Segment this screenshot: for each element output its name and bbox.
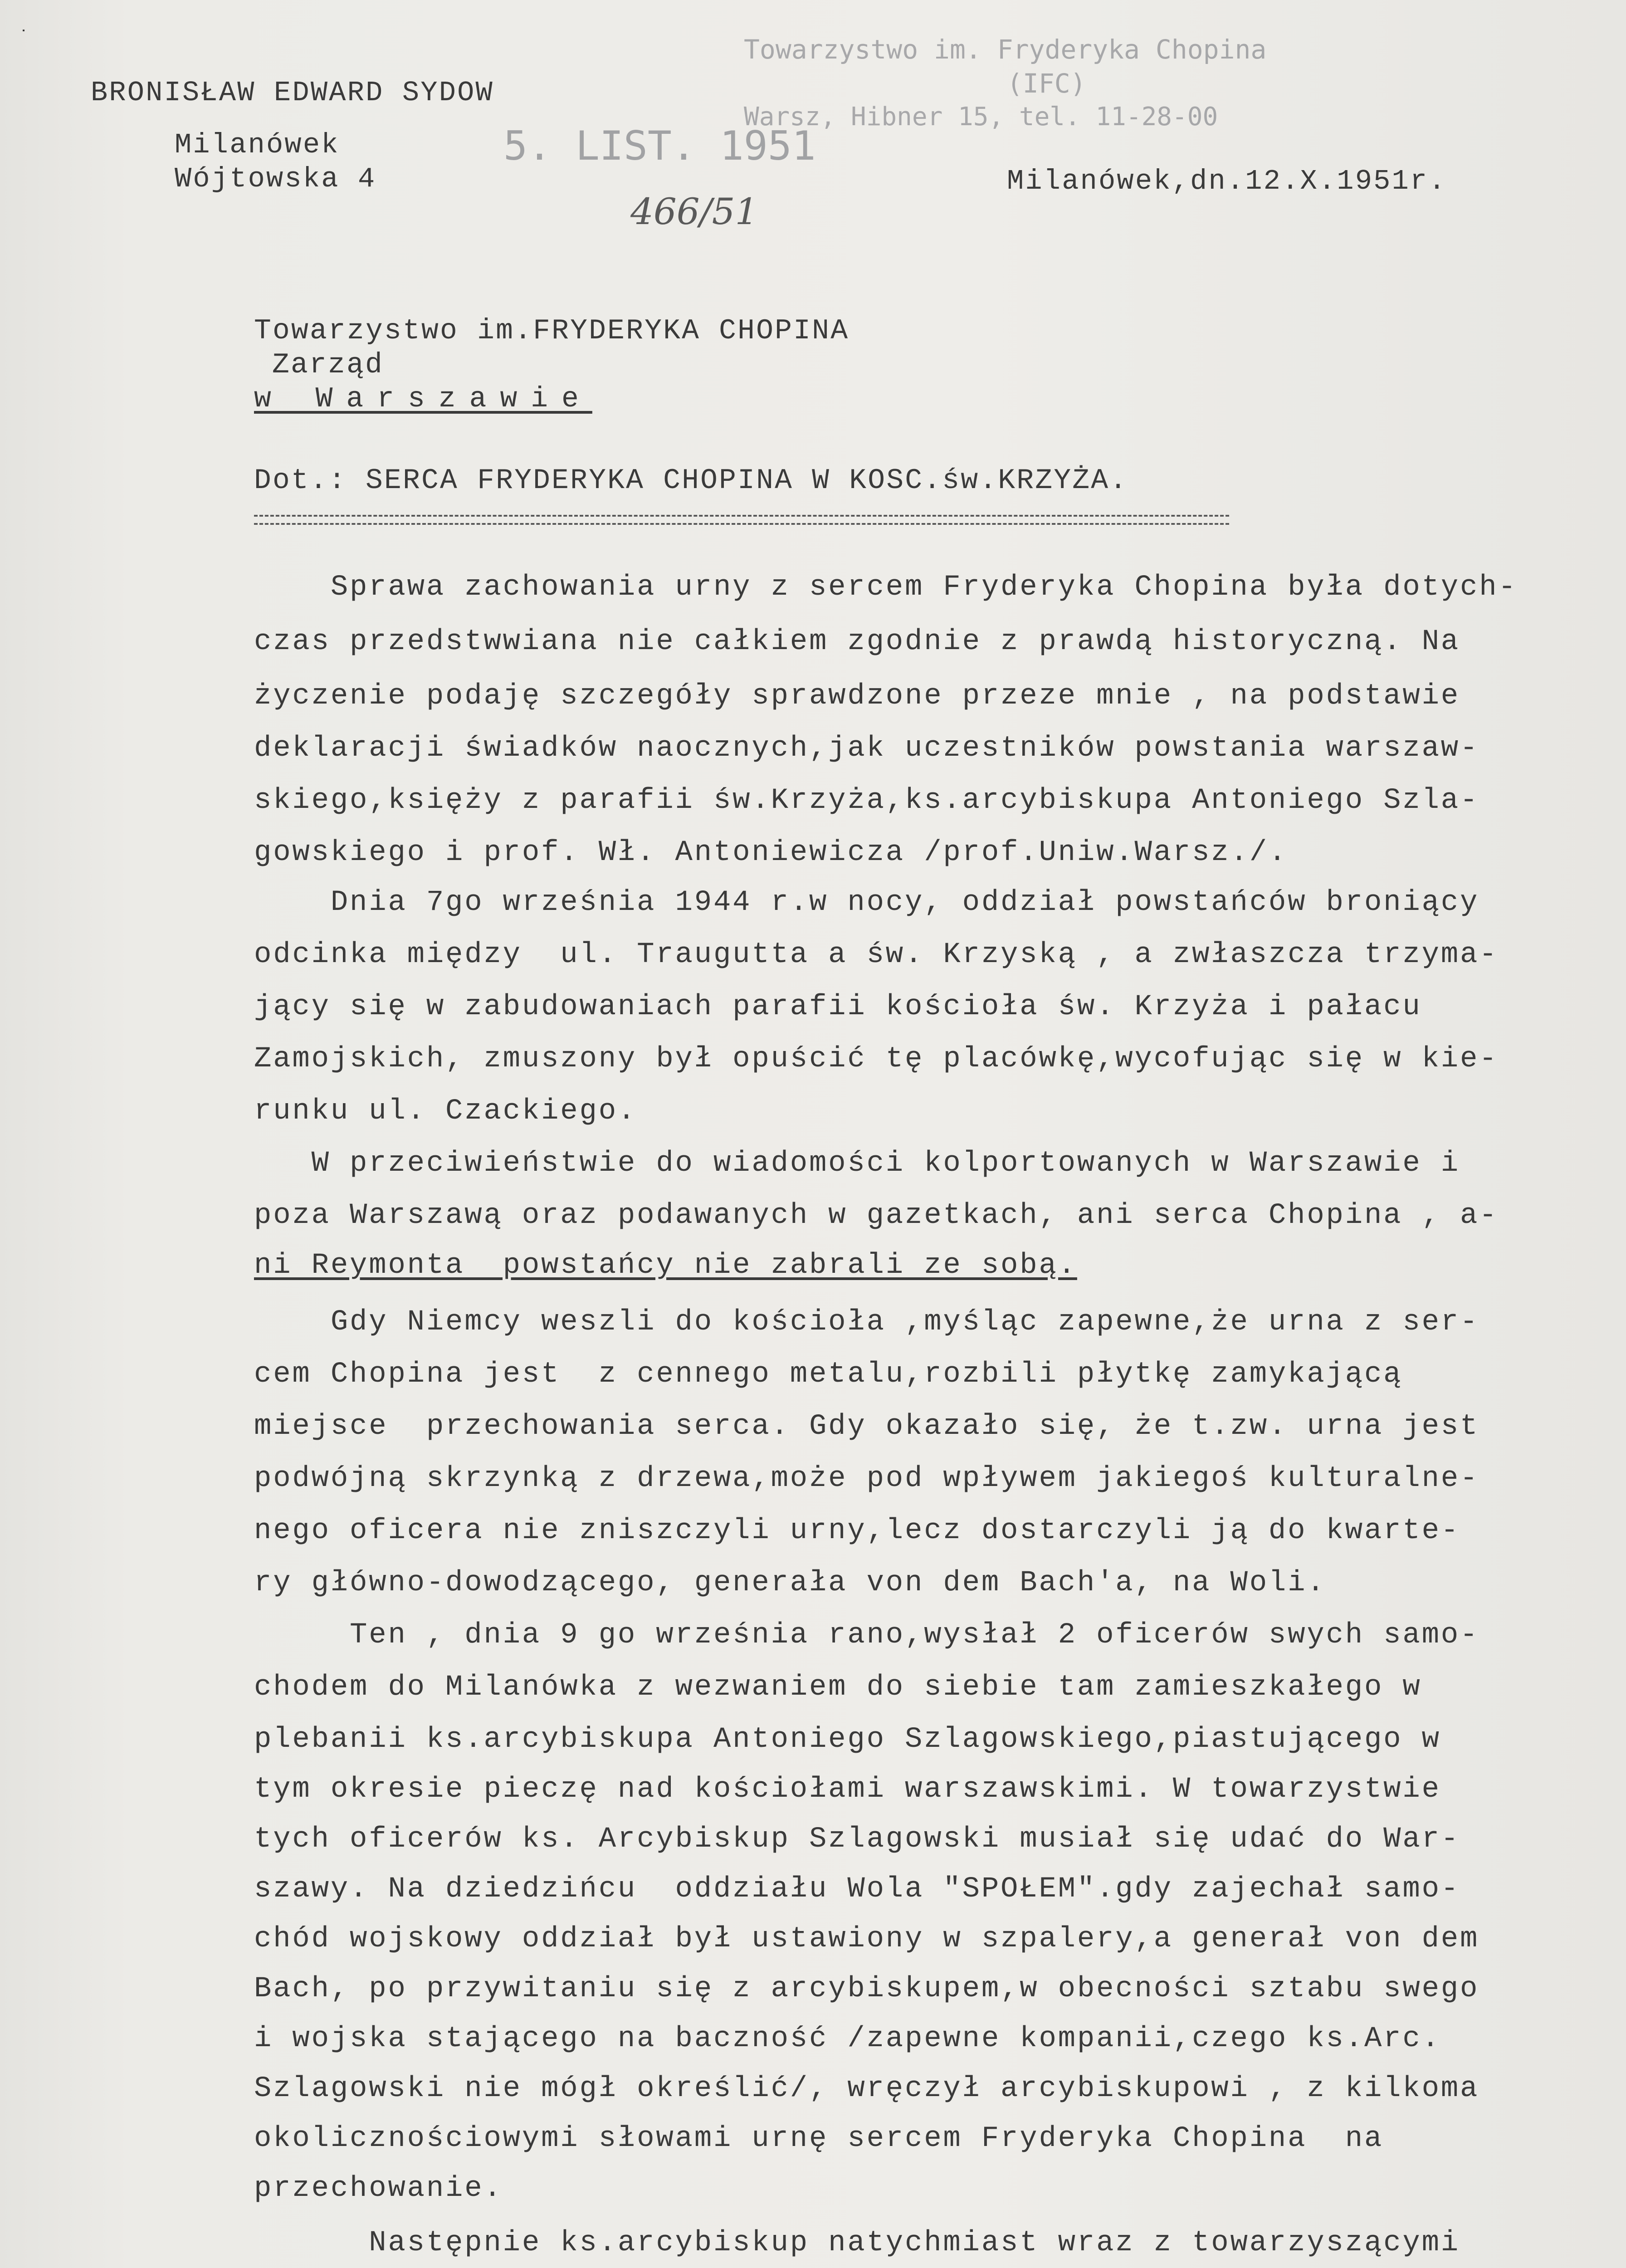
body-line: W przeciwieństwie do wiadomości kolportowanych w Warszawie i [254,1147,1460,1180]
body-line: przechowanie. [254,2172,503,2205]
place-date: Milanówek,dn.12.X.1951r. [1007,165,1447,197]
body-line: tym okresie pieczę nad kościołami warszawskimi. W towarzystwie [254,1773,1441,1806]
sender-name: BRONISŁAW EDWARD SYDOW [91,77,494,109]
body-line: odcinka między ul. Traugutta a św. Krzyską , a zwłaszcza trzyma- [254,938,1499,971]
body-line-underlined: ni Reymonta powstańcy nie zabrali ze sobą. [254,1249,1077,1282]
body-line: miejsce przechowania serca. Gdy okazało się, że t.zw. urna jest [254,1410,1480,1443]
body-line: życzenie podaję szczegóły sprawdzone przeze mnie , na podstawie [254,680,1460,713]
body-line: Gdy Niemcy weszli do kościoła ,myśląc zapewne,że urna z ser- [254,1306,1480,1339]
body-line: runku ul. Czackiego. [254,1095,637,1128]
body-line: chodem do Milanówka z wezwaniem do siebie tam zamieszkałego w [254,1671,1422,1704]
body-line: podwójną skrzynką z drzewa,może pod wpływem jakiegoś kulturalne- [254,1462,1480,1495]
subject-double-rule [254,515,1229,525]
body-line: i wojska stającego na baczność /zapewne kompanii,czego ks.Arc. [254,2023,1441,2055]
body-line: Bach, po przywitaniu się z arcybiskupem,w obecności sztabu swego [254,1973,1480,2005]
body-line: Sprawa zachowania urny z sercem Fryderyka Chopina była dotych- [254,571,1518,604]
ref-number-handwritten: 466/51 [630,191,758,233]
sender-city: Milanówek [175,129,340,161]
body-line: Szlagowski nie mógł określić/, wręczył arcybiskupowi , z kilkoma [254,2072,1480,2105]
body-line: gowskiego i prof. Wł. Antoniewicza /prof.Uniw.Warsz./. [254,836,1288,869]
recipient-line2: Zarząd [272,349,384,381]
body-line: Dnia 7go września 1944 r.w nocy, oddział powstańców broniący [254,886,1480,919]
received-date-stamp: 5. LIST. 1951 [503,122,816,169]
body-line: tych oficerów ks. Arcybiskup Szlagowski musiał się udać do War- [254,1823,1460,1856]
recipient-line3: w Warszawie [254,383,592,415]
body-line: Następnie ks.arcybiskup natychmiast wraz z towarzyszącymi [254,2227,1460,2259]
sender-street: Wójtowska 4 [175,163,376,195]
body-line: ry główno-dowodzącego, generała von dem Bach'a, na Woli. [254,1567,1326,1599]
body-line: deklaracji świadków naocznych,jak uczestników powstania warszaw- [254,732,1480,765]
body-line: skiego,księży z parafii św.Krzyża,ks.arcybiskupa Antoniego Szla- [254,784,1480,817]
body-line: jący się w zabudowaniach parafii kościoła św. Krzyża i pałacu [254,991,1422,1023]
body-line: chód wojskowy oddział był ustawiony w szpalery,a generał von dem [254,1923,1480,1955]
org-stamp-line2: (IFC) [1007,68,1086,99]
org-stamp-line1: Towarzystwo im. Fryderyka Chopina [744,34,1267,65]
recipient-line1: Towarzystwo im.FRYDERYKA CHOPINA [254,315,850,347]
body-line: nego oficera nie zniszczyli urny,lecz dostarczyli ją do kwarte- [254,1515,1460,1547]
body-line: szawy. Na dziedzińcu oddziału Wola "SPOŁEM".gdy zajechał samo- [254,1873,1460,1906]
body-line: poza Warszawą oraz podawanych w gazetkach, ani serca Chopina , a- [254,1199,1499,1232]
body-line: czas przedstwwiana nie całkiem zgodnie z prawdą historyczną. Na [254,626,1460,658]
body-line: Zamojskich, zmuszony był opuścić tę placówkę,wycofując się w kie- [254,1043,1499,1075]
punch-mark: ˙ [18,28,29,49]
body-line: plebanii ks.arcybiskupa Antoniego Szlagowskiego,piastującego w [254,1723,1441,1756]
body-line: Ten , dnia 9 go września rano,wysłał 2 oficerów swych samo- [254,1619,1480,1652]
org-stamp-line3: Warsz, Hibner 15, tel. 11-28-00 [744,102,1218,132]
subject-line: Dot.: SERCA FRYDERYKA CHOPINA W KOSC.św.KRZYŻA. [254,464,1128,497]
body-line: cem Chopina jest z cennego metalu,rozbili płytkę zamykającą [254,1358,1403,1391]
body-line: okolicznościowymi słowami urnę sercem Fryderyka Chopina na [254,2122,1384,2155]
